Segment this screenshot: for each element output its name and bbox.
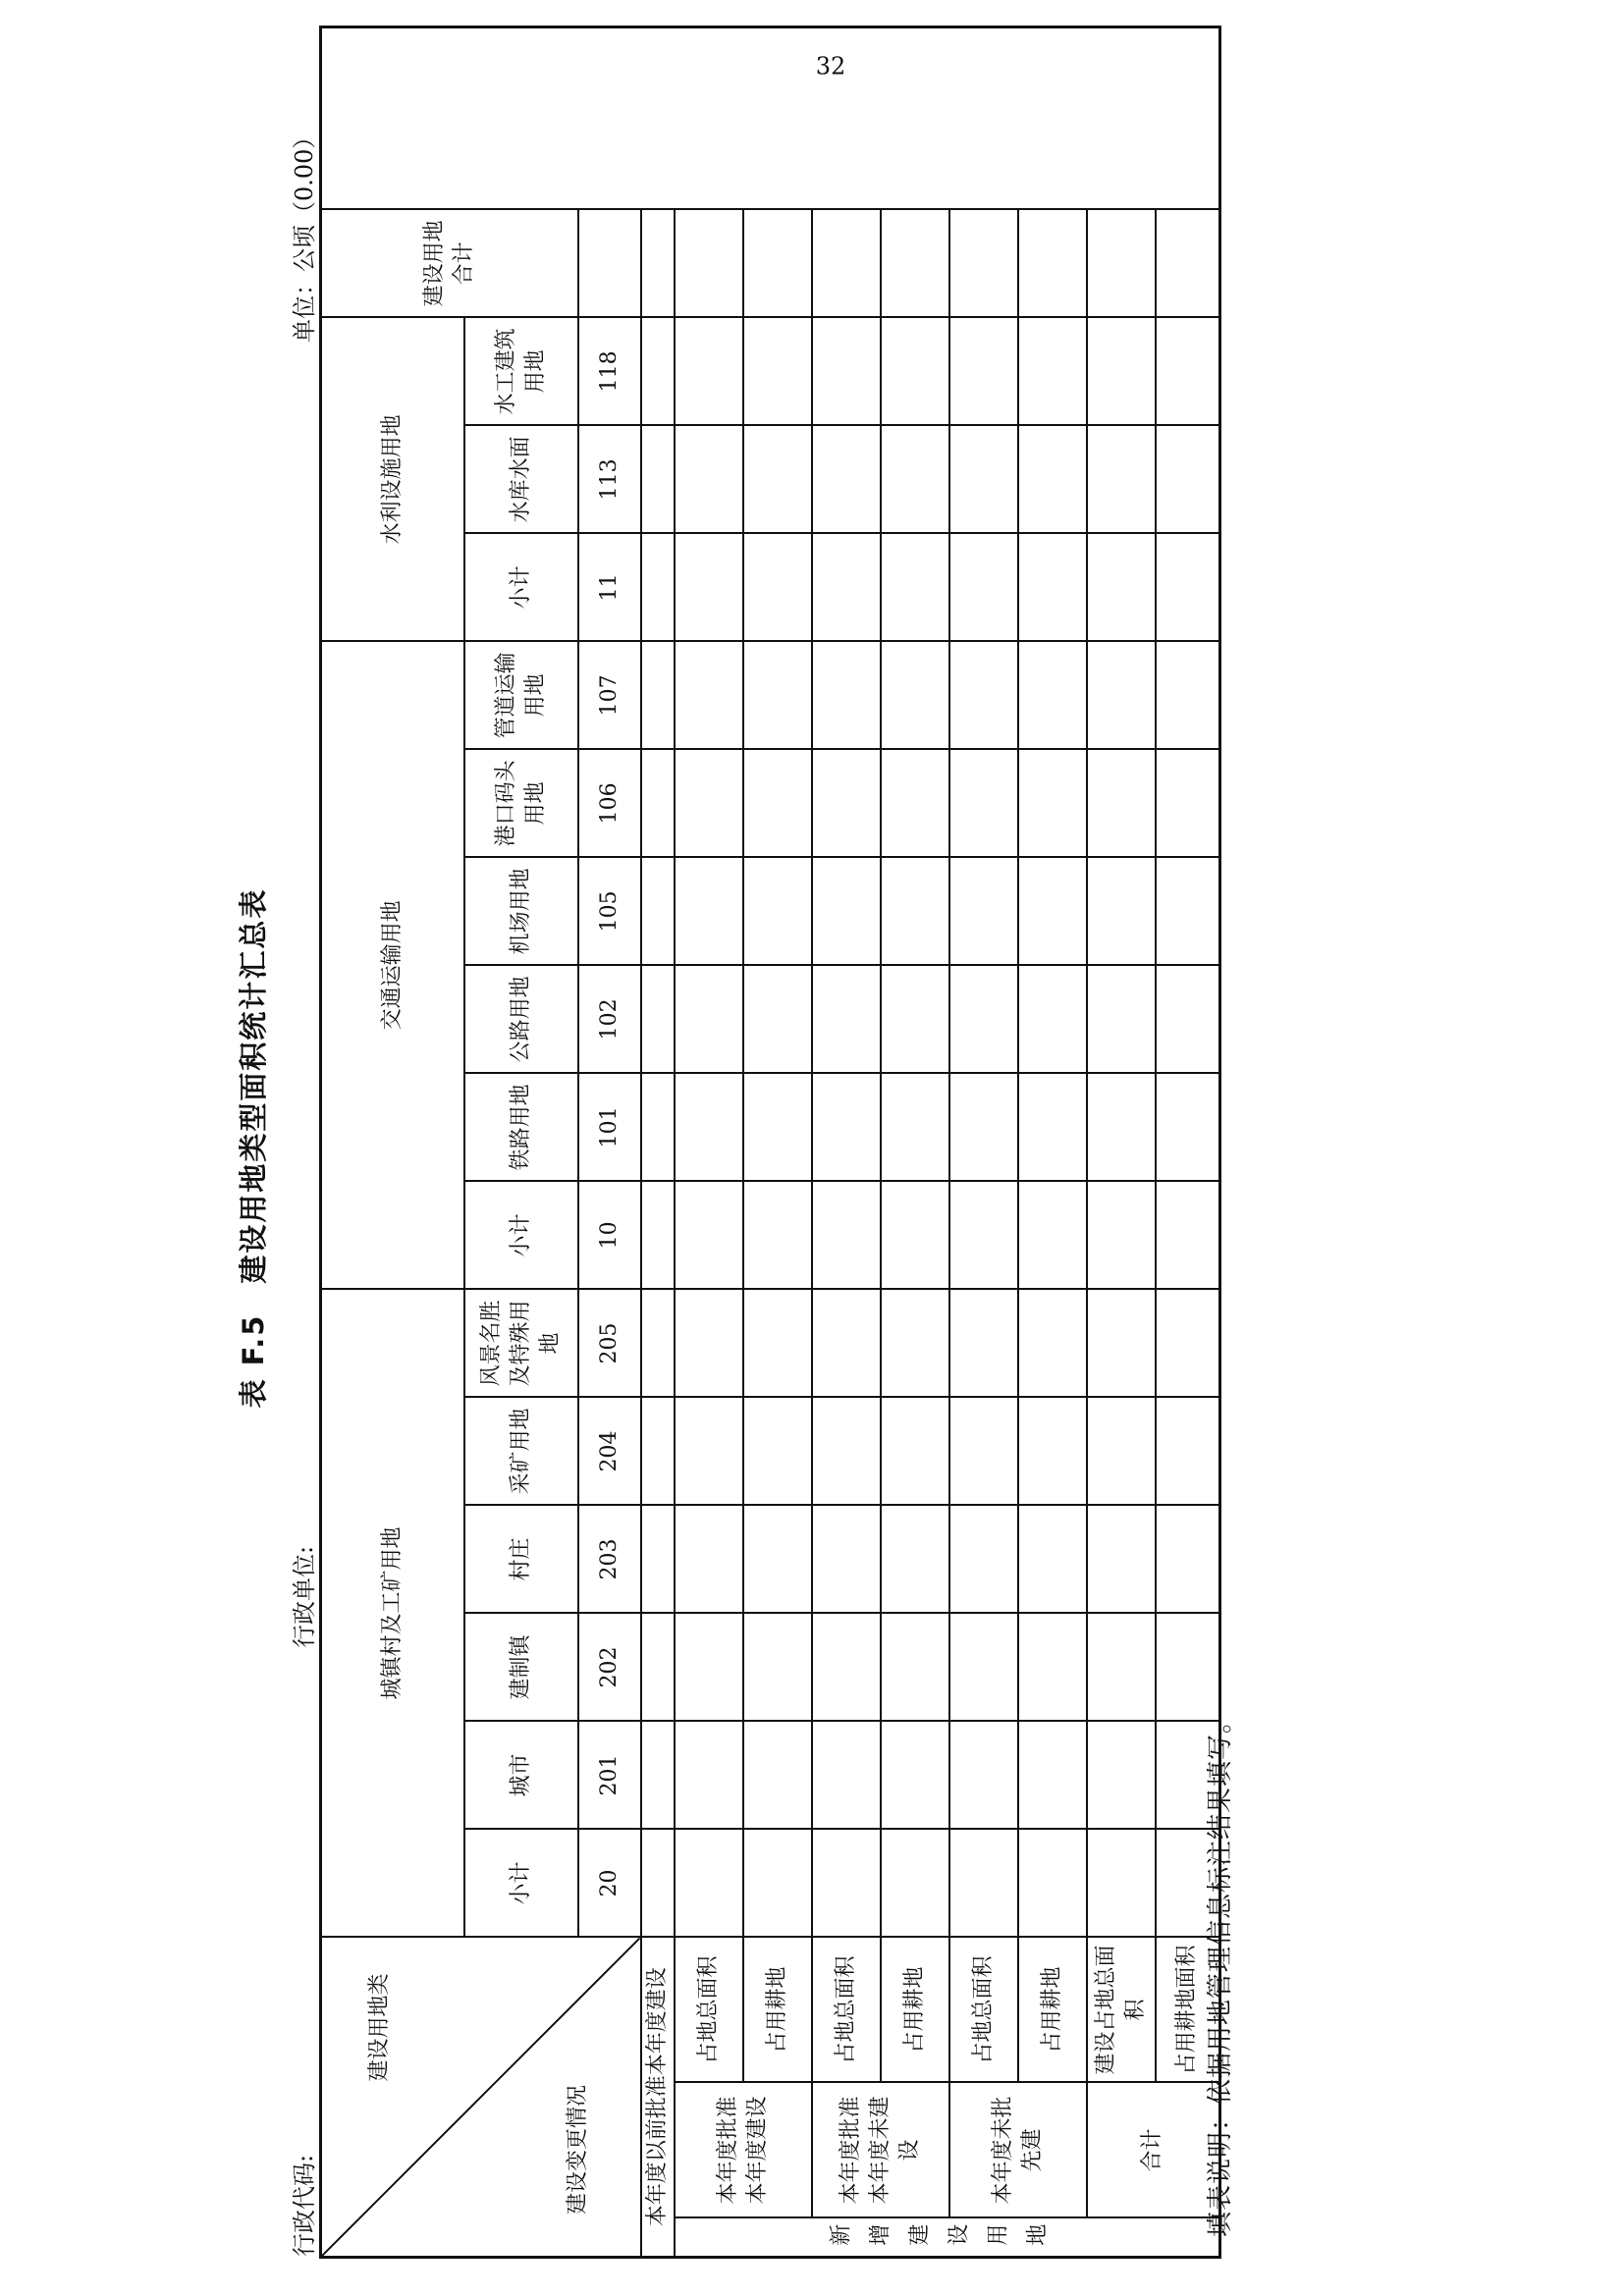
value-cell: [641, 317, 675, 425]
row-label-new: 新增建设用地: [675, 2218, 1220, 2258]
value-cell: [1087, 317, 1156, 425]
row-label: 占地总面积: [949, 1938, 1018, 2083]
value-cell: [949, 857, 1018, 965]
value-cell: [743, 425, 812, 533]
code-cell: 102: [578, 965, 641, 1073]
value-cell: [1156, 1073, 1220, 1181]
value-cell: [881, 641, 949, 749]
value-cell: [675, 1614, 743, 1722]
code-cell: 20: [578, 1830, 641, 1938]
value-cell: [1018, 1830, 1087, 1938]
value-cell: [949, 1614, 1018, 1722]
value-cell: [743, 965, 812, 1073]
value-cell: [1087, 1614, 1156, 1722]
value-cell: [675, 1289, 743, 1397]
value-cell: [812, 1181, 881, 1289]
value-cell: [812, 1614, 881, 1722]
value-cell: [641, 1614, 675, 1722]
value-cell: [949, 1073, 1018, 1181]
sub-header: 村庄: [464, 1506, 578, 1614]
sub-header: 小计: [464, 533, 578, 641]
value-cell: [641, 533, 675, 641]
value-cell: [743, 1506, 812, 1614]
value-cell: [949, 533, 1018, 641]
value-cell: [881, 1506, 949, 1614]
value-cell: [1018, 209, 1087, 317]
value-cell: [1087, 1073, 1156, 1181]
value-cell: [1156, 317, 1220, 425]
value-cell: [743, 1073, 812, 1181]
value-cell: [675, 1181, 743, 1289]
code-cell: 10: [578, 1181, 641, 1289]
sub-header: 港口码头用地: [464, 749, 578, 857]
value-cell: [881, 317, 949, 425]
value-cell: [1156, 1289, 1220, 1397]
value-cell: [949, 1506, 1018, 1614]
value-cell: [675, 641, 743, 749]
value-cell: [812, 641, 881, 749]
value-cell: [1018, 857, 1087, 965]
total-header: 建设用地合计: [321, 209, 578, 317]
value-cell: [949, 1181, 1018, 1289]
value-cell: [1156, 425, 1220, 533]
value-cell: [1018, 749, 1087, 857]
value-cell: [1087, 1830, 1156, 1938]
value-cell: [949, 1722, 1018, 1830]
code-cell-total: [578, 209, 641, 317]
value-cell: [1018, 965, 1087, 1073]
value-cell: [641, 1830, 675, 1938]
sub-header: 风景名胜及特殊用地: [464, 1289, 578, 1397]
value-cell: [949, 1830, 1018, 1938]
value-cell: [881, 533, 949, 641]
value-cell: [743, 1181, 812, 1289]
value-cell: [743, 533, 812, 641]
value-cell: [881, 1614, 949, 1722]
value-cell: [1018, 1722, 1087, 1830]
value-cell: [641, 425, 675, 533]
value-cell: [743, 209, 812, 317]
value-cell: [1018, 1073, 1087, 1181]
row-label: 建设占地总面积: [1087, 1938, 1156, 2083]
value-cell: [1087, 641, 1156, 749]
row-group-b: 本年度批准本年度未建设: [812, 2083, 949, 2218]
value-cell: [812, 965, 881, 1073]
value-cell: [949, 641, 1018, 749]
value-cell: [641, 1506, 675, 1614]
value-cell: [1156, 857, 1220, 965]
value-cell: [641, 1289, 675, 1397]
value-cell: [641, 857, 675, 965]
value-cell: [949, 749, 1018, 857]
value-cell: [1018, 317, 1087, 425]
value-cell: [1156, 1181, 1220, 1289]
value-cell: [1156, 1506, 1220, 1614]
value-cell: [1156, 1614, 1220, 1722]
value-cell: [743, 857, 812, 965]
value-cell: [881, 1722, 949, 1830]
value-cell: [1156, 209, 1220, 317]
value-cell: [743, 1289, 812, 1397]
value-cell: [675, 965, 743, 1073]
statistics-table: [319, 26, 1221, 2259]
sub-header: 小计: [464, 1830, 578, 1938]
value-cell: [675, 533, 743, 641]
code-cell: 11: [578, 533, 641, 641]
value-cell: [675, 1830, 743, 1938]
fill-instructions: 填表说明：依据用地管理信息标注结果填写。: [1206, 1706, 1235, 2237]
value-cell: [1087, 533, 1156, 641]
value-cell: [1087, 965, 1156, 1073]
sub-header: 水库水面: [464, 425, 578, 533]
value-cell: [743, 317, 812, 425]
value-cell: [1156, 965, 1220, 1073]
value-cell: [641, 1722, 675, 1830]
value-cell: [812, 317, 881, 425]
code-cell: 205: [578, 1289, 641, 1397]
row-label: 占地总面积: [675, 1938, 743, 2083]
value-cell: [641, 749, 675, 857]
code-cell: 203: [578, 1506, 641, 1614]
value-cell: [949, 965, 1018, 1073]
value-cell: [881, 965, 949, 1073]
row-label: 占用耕地: [1018, 1938, 1087, 2083]
sub-header: 机场用地: [464, 857, 578, 965]
value-cell: [641, 965, 675, 1073]
code-cell: 106: [578, 749, 641, 857]
value-cell: [812, 857, 881, 965]
table-title: 表 F.5 建设用地类型面积统计汇总表: [237, 887, 270, 1409]
value-cell: [1156, 533, 1220, 641]
admin-code-label: 行政代码:: [291, 2154, 318, 2257]
value-cell: [1018, 533, 1087, 641]
row-label-prior: 本年度以前批准本年度建设: [641, 1938, 675, 2258]
value-cell: [881, 1830, 949, 1938]
value-cell: [743, 641, 812, 749]
value-cell: [949, 1289, 1018, 1397]
value-cell: [812, 425, 881, 533]
value-cell: [949, 209, 1018, 317]
value-cell: [881, 857, 949, 965]
value-cell: [743, 1614, 812, 1722]
admin-unit-label: 行政单位:: [291, 1545, 318, 1648]
value-cell: [1018, 425, 1087, 533]
value-cell: [1018, 1289, 1087, 1397]
value-cell: [1156, 641, 1220, 749]
sub-header: 管道运输用地: [464, 641, 578, 749]
value-cell: [949, 425, 1018, 533]
value-cell: [743, 749, 812, 857]
value-cell: [641, 1398, 675, 1506]
value-cell: [1018, 1614, 1087, 1722]
sub-header: 采矿用地: [464, 1398, 578, 1506]
unit-label: 单位：公顷（0.00）: [291, 125, 318, 343]
value-cell: [1156, 749, 1220, 857]
value-cell: [881, 1398, 949, 1506]
value-cell: [641, 1073, 675, 1181]
value-cell: [812, 1506, 881, 1614]
value-cell: [675, 1722, 743, 1830]
row-group-a: 本年度批准本年度建设: [675, 2083, 812, 2218]
value-cell: [675, 1073, 743, 1181]
value-cell: [641, 209, 675, 317]
value-cell: [1087, 1506, 1156, 1614]
code-cell: 113: [578, 425, 641, 533]
value-cell: [812, 1073, 881, 1181]
page-number: 32: [815, 52, 846, 80]
value-cell: [675, 1398, 743, 1506]
code-cell: 105: [578, 857, 641, 965]
value-cell: [675, 1506, 743, 1614]
code-cell: 101: [578, 1073, 641, 1181]
row-label: 占地总面积: [812, 1938, 881, 2083]
value-cell: [949, 1398, 1018, 1506]
value-cell: [641, 1181, 675, 1289]
value-cell: [1087, 1398, 1156, 1506]
value-cell: [881, 209, 949, 317]
value-cell: [812, 1289, 881, 1397]
value-cell: [675, 209, 743, 317]
value-cell: [949, 317, 1018, 425]
value-cell: [1087, 1722, 1156, 1830]
code-cell: 204: [578, 1398, 641, 1506]
row-label: 占用耕地: [881, 1938, 949, 2083]
value-cell: [1018, 641, 1087, 749]
value-cell: [812, 1722, 881, 1830]
corner-header: [321, 1938, 641, 2258]
value-cell: [743, 1722, 812, 1830]
sub-header: 小计: [464, 1181, 578, 1289]
value-cell: [675, 857, 743, 965]
value-cell: [675, 425, 743, 533]
code-cell: 201: [578, 1722, 641, 1830]
value-cell: [1087, 857, 1156, 965]
value-cell: [812, 1830, 881, 1938]
code-cell: 107: [578, 641, 641, 749]
value-cell: [1087, 425, 1156, 533]
group-transport-header: 交通运输用地: [321, 641, 464, 1289]
value-cell: [812, 533, 881, 641]
value-cell: [1018, 1398, 1087, 1506]
value-cell: [1087, 1289, 1156, 1397]
value-cell: [743, 1398, 812, 1506]
row-group-total: 合计: [1087, 2083, 1220, 2218]
value-cell: [743, 1830, 812, 1938]
value-cell: [812, 1398, 881, 1506]
sub-header: 建制镇: [464, 1614, 578, 1722]
value-cell: [675, 749, 743, 857]
value-cell: [1087, 749, 1156, 857]
sub-header: 水工建筑用地: [464, 317, 578, 425]
value-cell: [881, 1181, 949, 1289]
group-town-header: 城镇村及工矿用地: [321, 1289, 464, 1937]
sub-header: 城市: [464, 1722, 578, 1830]
value-cell: [881, 749, 949, 857]
sub-header: 公路用地: [464, 965, 578, 1073]
value-cell: [1018, 1506, 1087, 1614]
row-label: 占用耕地: [743, 1938, 812, 2083]
value-cell: [675, 317, 743, 425]
value-cell: [881, 425, 949, 533]
code-cell: 202: [578, 1614, 641, 1722]
value-cell: [1087, 209, 1156, 317]
row-label: 占用耕地面积: [1156, 1938, 1220, 2083]
value-cell: [1156, 1398, 1220, 1506]
corner-top-label: 建设用地类: [367, 1973, 392, 2082]
value-cell: [881, 1073, 949, 1181]
row-group-c: 本年度未批先建: [949, 2083, 1087, 2218]
corner-bottom-label: 建设变更情况: [565, 2084, 590, 2215]
value-cell: [641, 641, 675, 749]
value-cell: [881, 1289, 949, 1397]
value-cell: [812, 209, 881, 317]
value-cell: [1087, 1181, 1156, 1289]
value-cell: [1018, 1181, 1087, 1289]
code-cell: 118: [578, 317, 641, 425]
sub-header: 铁路用地: [464, 1073, 578, 1181]
value-cell: [812, 749, 881, 857]
group-water-header: 水利设施用地: [321, 317, 464, 641]
